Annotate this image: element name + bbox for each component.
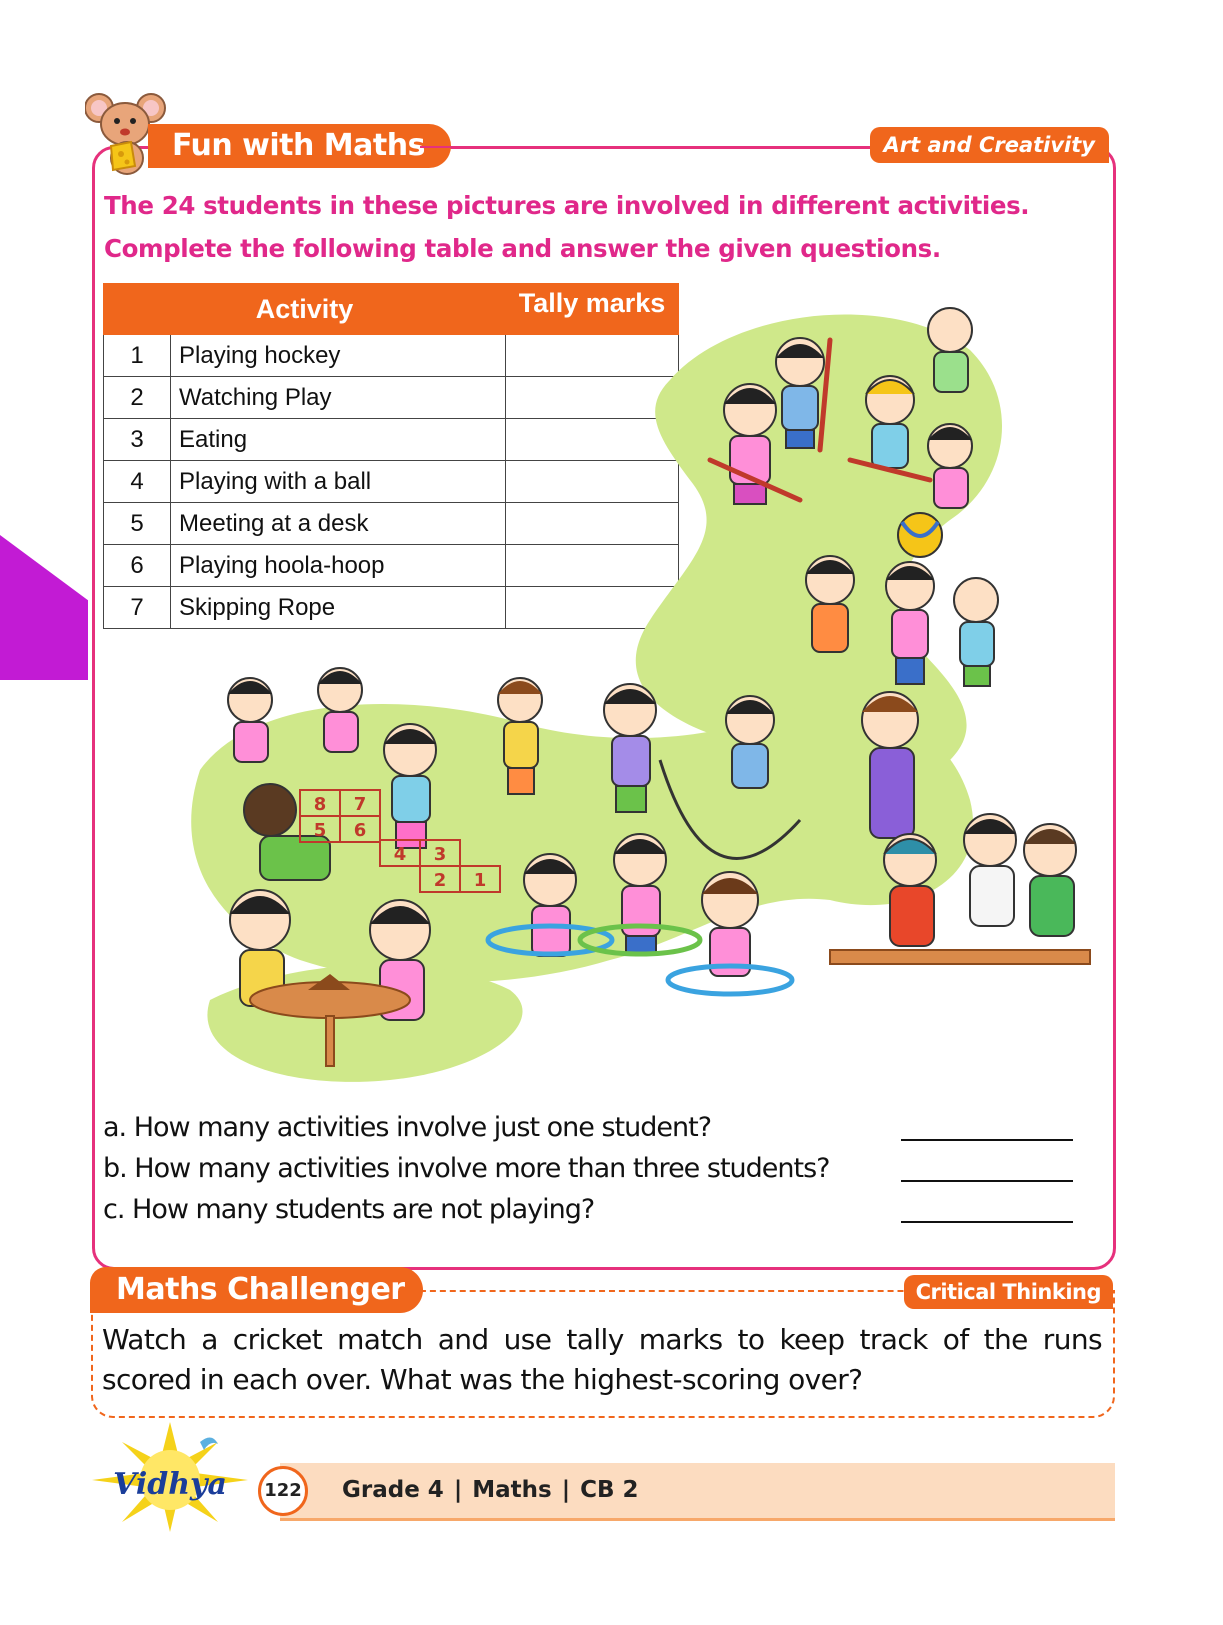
students-activities-illustration: [190, 300, 1094, 1090]
challenger-text: Watch a cricket match and use tally marks to keep track of the runs scored in each over. What was the highest-scoring over?: [102, 1323, 1102, 1396]
hopscotch-number: 6: [353, 820, 367, 841]
question-text: b. How many activities involve more than three students?: [103, 1153, 830, 1184]
row-activity: Playing with a ball: [171, 461, 506, 503]
footer-subject: Maths: [472, 1477, 552, 1503]
question-text: c. How many students are not playing?: [103, 1194, 595, 1225]
hopscotch-number: 5: [313, 820, 327, 841]
hopscotch-number: 4: [393, 844, 407, 865]
question-b: [103, 1148, 1081, 1189]
art-creativity-badge: Art and Creativity: [870, 127, 1109, 163]
side-tab: [0, 535, 88, 680]
row-number: 4: [104, 461, 171, 503]
hopscotch-number: 8: [313, 794, 327, 815]
row-activity: Eating: [171, 419, 506, 461]
row-number: 5: [104, 503, 171, 545]
row-activity: Playing hoola-hoop: [171, 545, 506, 587]
answer-blank[interactable]: [901, 1180, 1073, 1182]
logo-text: Vidhya: [113, 1467, 227, 1502]
instruction-line-1: The 24 students in these pictures are involved in different activities.: [104, 191, 1030, 220]
question-text: a. How many activities involve just one student?: [103, 1112, 712, 1143]
row-activity: Meeting at a desk: [171, 503, 506, 545]
activity-header: Activity: [104, 284, 506, 335]
critical-thinking-badge: Critical Thinking: [904, 1275, 1113, 1309]
answer-blank[interactable]: [901, 1221, 1073, 1223]
row-number: 2: [104, 377, 171, 419]
footer-separator: |: [453, 1477, 463, 1503]
answer-blank[interactable]: [901, 1139, 1073, 1141]
page-number: 122: [258, 1466, 308, 1516]
question-c: [103, 1189, 1081, 1230]
tally-marks-header: Tally marks: [506, 284, 679, 335]
hopscotch-number: 2: [433, 870, 447, 891]
footer-book: CB 2: [580, 1477, 639, 1503]
hopscotch-number: 1: [473, 870, 487, 891]
questions-list: [103, 1107, 1081, 1230]
question-a: [103, 1107, 1081, 1148]
hopscotch-number: 7: [353, 794, 367, 815]
row-activity: Watching Play: [171, 377, 506, 419]
row-number: 7: [104, 587, 171, 629]
footer-book-info: [342, 1470, 639, 1510]
row-activity: Skipping Rope: [171, 587, 506, 629]
instruction-line-2: Complete the following table and answer the given questions.: [104, 234, 941, 263]
maths-challenger-title: Maths Challenger: [90, 1267, 423, 1313]
row-number: 6: [104, 545, 171, 587]
row-activity: Playing hockey: [171, 335, 506, 377]
instructions: [104, 184, 1094, 270]
hopscotch-number: 3: [433, 844, 447, 865]
footer-grade: Grade 4: [342, 1477, 444, 1503]
vidhya-logo-icon: [88, 1422, 253, 1532]
fun-with-maths-title: Fun with Maths: [148, 124, 451, 168]
row-number: 3: [104, 419, 171, 461]
row-number: 1: [104, 335, 171, 377]
footer-separator: |: [561, 1477, 571, 1503]
